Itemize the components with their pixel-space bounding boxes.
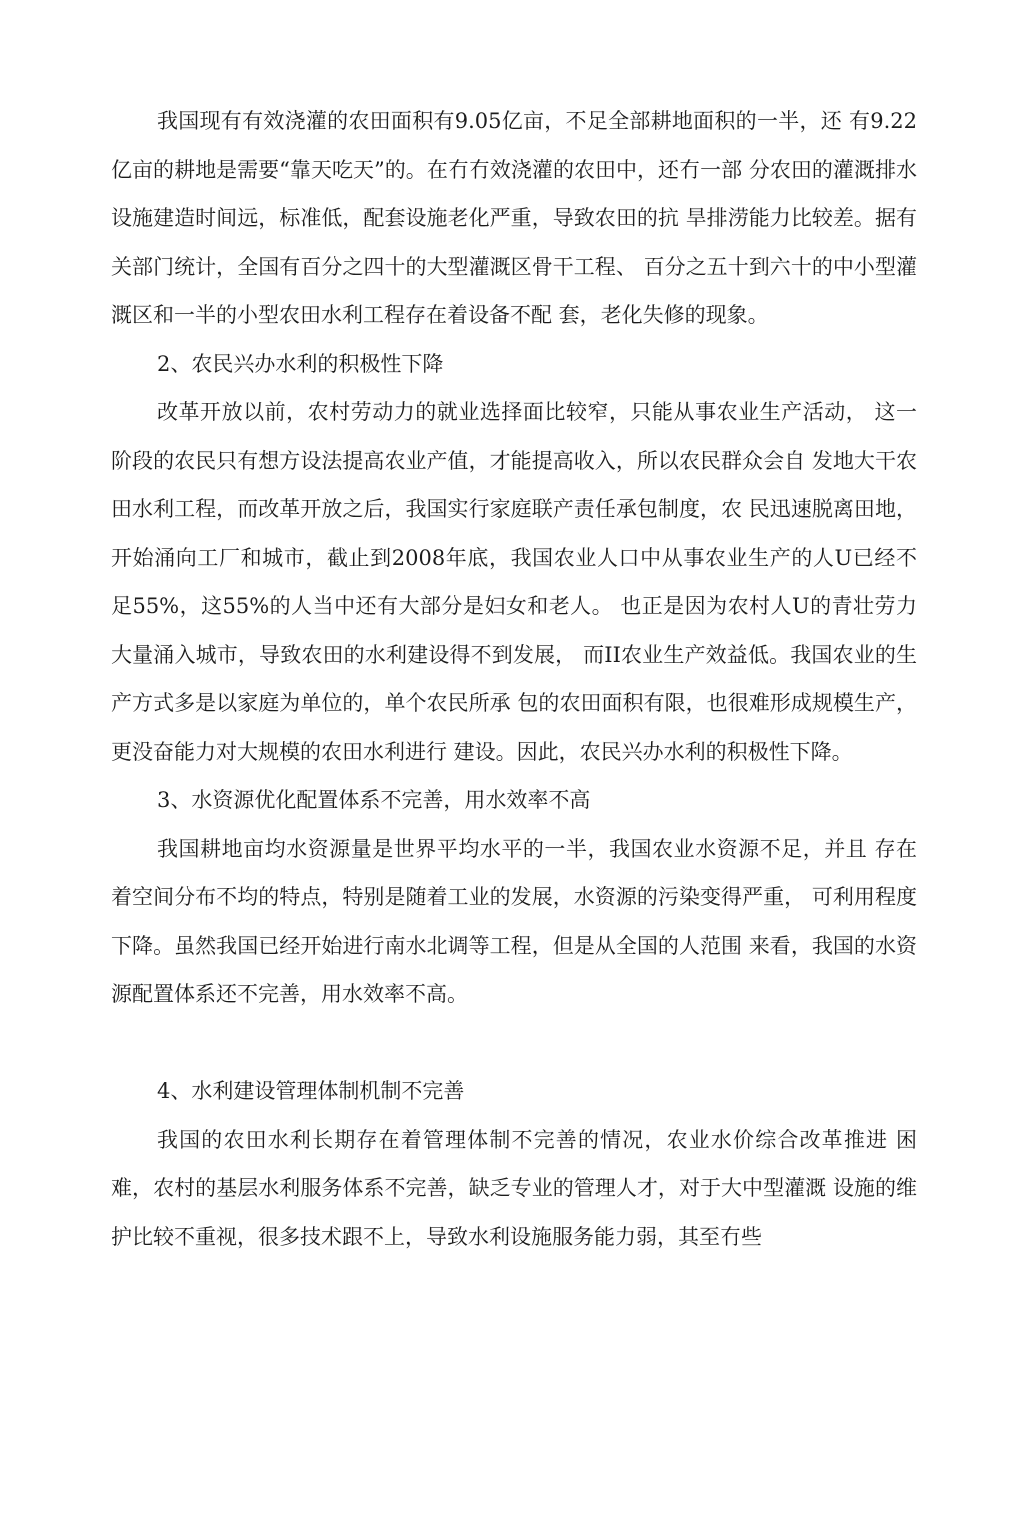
document-body	[111, 97, 917, 1261]
paragraph-management-system: 我国的农田水利长期存在着管理体制不完善的情况，农业水价综合改革推进 困难，农村的基层水利服务体系不完善，缺乏专业的管理人才，对于大中型灌溉 设施的维护比较不重视，很多技术跟不上，导致水利设施服务能力弱，其至冇些	[111, 1127, 917, 1249]
paragraph-farmer-enthusiasm: 改革开放以前，农村劳动力的就业选择面比较窄，只能从事农业生产活动， 这一阶段的农民只有想方设法提高农业产值，才能提高收入，所以农民群众会自 发地大干农田水利工程，而改革开放之后，我国实行家庭联产责任承包制度，农 民迅速脱离田地，开始涌向工厂和城市，截止到2008年底，我国农业人口中从事农业生产的人U已经不足55%，这55%的人当中还有大部分是妇女和老人。 也正是因为农村人U的青壮劳力大量涌入城市，导致农田的水利建设得不到发展， 而II农业生产效益低。我国农业的生产方式多是以家庭为单位的，单个农民所承 包的农田面积有限，也很难形成规模生产，更没奋能力对大规模的农田水利进行 建设。因此，农民兴办水利的积极性下降。	[111, 400, 917, 764]
section-heading-3: 3、水资源优化配置体系不完善，用水效率不高	[157, 788, 591, 812]
section-heading-2: 2、农民兴办水利的积极性下降	[157, 351, 444, 376]
paragraph-irrigation-status: 我国现有有效浇灌的农田面积有9.05亿亩，不足全部耕地面积的一半，还 有9.22亿亩的耕地是需要“靠天吃天”的。在冇冇效浇灌的农田中，还冇一部 分农田的灌溉排水设施建造时间远，标准低，配套设施老化严重，导致农田的抗 旱排涝能力比较差。据有关部门统计，全国有百分之四十的大型灌溉区骨干工程、 百分之五十到六十的中小型灌溉区和一半的小型农田水利工程存在着设备不配 套，老化失修的现象。	[111, 109, 917, 327]
section-heading-4: 4、水利建设管理体制机制不完善	[157, 1079, 465, 1103]
paragraph-water-allocation: 我国耕地亩均水资源量是世界平均水平的一半，我国农业水资源不足，并且 存在着空间分布不均的特点，特别是随着工业的发展，水资源的污染变得严重， 可利用程度下降。虽然我国已经开始进行南水北调等工程，但是从全国的人范围 来看，我国的水资源配置体系还不完善，用水效率不高。	[111, 836, 917, 1006]
blank-line	[111, 1019, 917, 1068]
